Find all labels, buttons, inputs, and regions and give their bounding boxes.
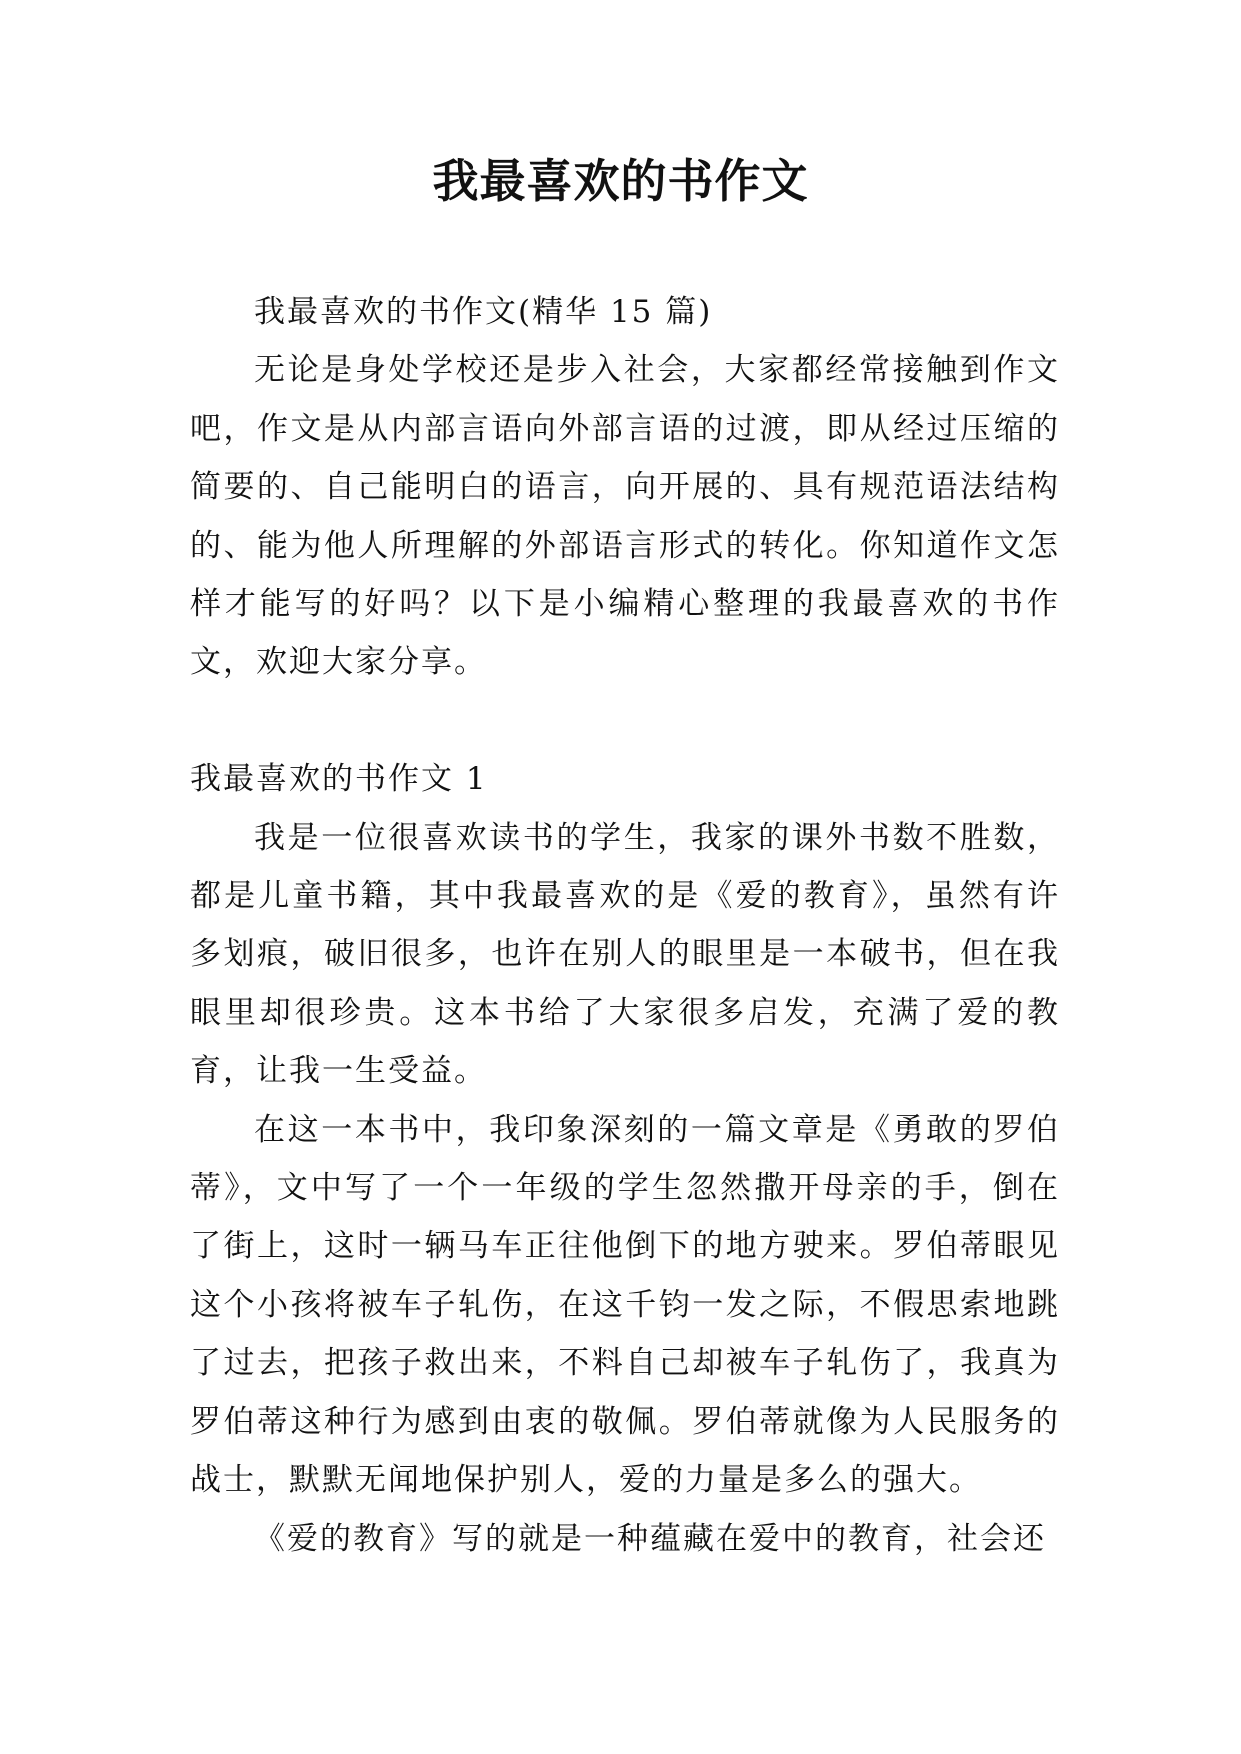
- document-subtitle: 我最喜欢的书作文(精华 15 篇): [254, 294, 713, 330]
- paragraph-spacer: [190, 692, 1060, 750]
- section-heading: 我最喜欢的书作文 1: [190, 761, 488, 798]
- body-paragraph: 在这一本书中，我印象深刻的一篇文章是《勇敢的罗伯蒂》，文中写了一个一年级的学生忽然撒开母亲的手，倒在了街上，这时一辆马车正往他倒下的地方驶来。罗伯蒂眼见这个小孩将被车子轧伤，在这千钧一发之际，不假思索地跳了过去，把孩子救出来，不料自己却被车子轧伤了，我真为罗伯蒂这种行为感到由衷的敬佩。罗伯蒂就像为人民服务的战士，默默无闻地保护别人，爱的力量是多么的强大。: [190, 1111, 1060, 1499]
- intro-paragraph: 无论是身处学校还是步入社会，大家都经常接触到作文吧，作文是从内部言语向外部言语的过渡，即从经过压缩的简要的、自己能明白的语言，向开展的、具有规范语法结构的、能为他人所理解的外部语言形式的转化。你知道作文怎样才能写的好吗？以下是小编精心整理的我最喜欢的书作文，欢迎大家分享。: [190, 352, 1060, 681]
- body-paragraph: 《爱的教育》写的就是一种蕴藏在爱中的教育，社会还: [254, 1520, 1046, 1557]
- body-paragraph: 我是一位很喜欢读书的学生，我家的课外书数不胜数，都是儿童书籍，其中我最喜欢的是《爱的教育》，虽然有许多划痕，破旧很多，也许在别人的眼里是一本破书，但在我眼里却很珍贵。这本书给了大家很多启发，充满了爱的教育，让我一生受益。: [190, 819, 1060, 1090]
- document-body: [190, 283, 1060, 1568]
- document-title: 我最喜欢的书作文: [432, 154, 809, 208]
